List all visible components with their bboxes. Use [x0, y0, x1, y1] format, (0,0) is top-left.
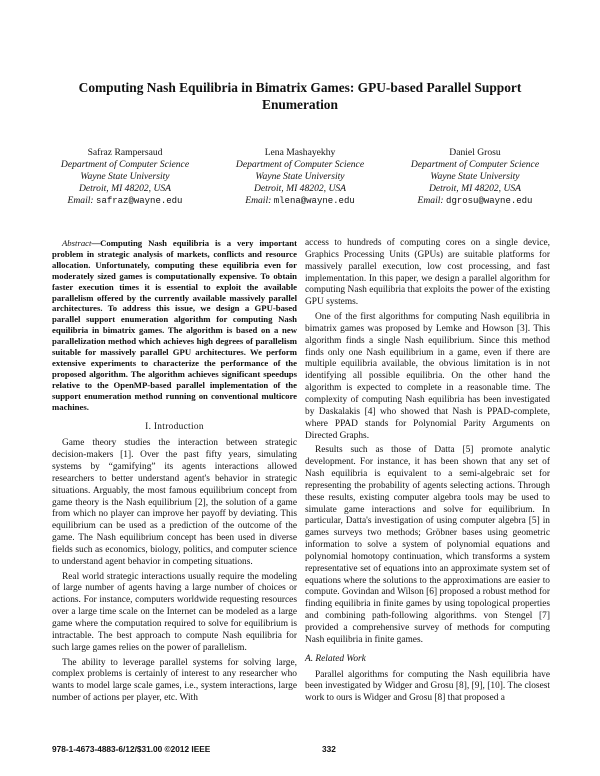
author-email-line	[215, 195, 385, 208]
page-number: 332	[322, 744, 336, 754]
author-city: Detroit, MI 48202, USA	[78, 182, 172, 194]
author-department: Department of Computer Science	[410, 158, 540, 170]
author-block	[40, 147, 560, 206]
author-university: Wayne State University	[255, 170, 345, 182]
related-work-paragraph-1: Parallel algorithms for computing the Nash equilibria have been investigated by Widger and Grosu [8], [9], [10]. The closest work to ours is Widger and Grosu [8] that proposed a	[305, 669, 550, 704]
email-label: Email:	[245, 194, 272, 206]
author-name: Safraz Rampersaud	[87, 147, 163, 158]
author-email-line	[40, 195, 210, 208]
section-heading-introduction: I. Introduction	[145, 421, 204, 432]
paper-title: Computing Nash Equilibria in Bimatrix Games: GPU-based Parallel Support Enumeration	[78, 80, 522, 112]
author-university: Wayne State University	[80, 170, 170, 182]
author-email-line	[390, 195, 560, 208]
email-label: Email:	[67, 194, 94, 206]
email-label: Email:	[417, 194, 444, 206]
intro-paragraph-4: One of the first algorithms for computing Nash equilibria in bimatrix games was proposed by Lemke and Howson [3]. This algorithm finds a single Nash equilibrium. Since this method finds only one Nash equilibrium in a game, even if there are multiple equilibria available, the obvious limitation is in not identifying all possible equilibria. On the other hand the algorithm is expected to complete in a reasonable time. The complexity of computing Nash equilibria has been investigated by Daskalakis [4] who showed that Nash is PPAD-complete, where PPAD stands for Polynomial Parity Arguments on Directed Graphs.	[305, 312, 550, 441]
intro-paragraph-continued: access to hundreds of computing cores on a single device, Graphics Processing Units (GPUs) are suitable platforms for massively parallel execution, low cost processing, and fast implementation. In this paper, we design a parallel algorithm for computing Nash equilibria that exploits the power of the existing GPU systems.	[305, 238, 550, 308]
author-city: Detroit, MI 48202, USA	[428, 182, 522, 194]
abstract-label: Abstract	[62, 238, 92, 248]
author-university: Wayne State University	[430, 170, 520, 182]
abstract	[52, 238, 297, 413]
intro-paragraph-2: Real world strategic interactions usually require the modeling of large number of agents having a large number of choices or actions. For instance, computers worldwide requesting resources over a large time scale on the Internet can be modeled as a large game where the computation required to solve for equilibrium is intractable. The best approach to compute Nash equilibria for such large games relies on the power of parallelism.	[52, 571, 297, 653]
intro-paragraph-3: The ability to leverage parallel systems for solving large, complex problems is certainly of interest to any researcher who wants to model large scale games, i.e., system interactions, large number of actions per player, etc. With	[52, 657, 297, 704]
author-city: Detroit, MI 48202, USA	[253, 182, 347, 194]
intro-paragraph-1: Game theory studies the interaction between strategic decision-makers [1]. Over the past fifty years, simulating systems by “gamifying” its agents interactions allowed researchers to better understand agent's behavior in strategic situations. Arguably, the most famous equilibrium concept from game theory is the Nash equilibrium [2], the solution of a game from which no player can improve her payoff by deviating. This equilibrium can be used as a prediction of the outcome of the game. The Nash equilibrium concept has been used in diverse fields such as economics, biology, politics, and computer science to understand agent behavior in competing situations.	[52, 438, 297, 567]
author-department: Department of Computer Science	[235, 158, 365, 170]
author-2	[215, 147, 385, 208]
author-1	[40, 147, 210, 208]
footer-isbn: 978-1-4673-4883-6/12/$31.00 ©2012 IEEE	[52, 744, 211, 754]
author-name: Lena Mashayekhy	[264, 147, 336, 158]
author-email: safraz@wayne.edu	[96, 195, 183, 206]
author-3	[390, 147, 560, 208]
author-email: dgrosu@wayne.edu	[446, 195, 533, 206]
subsection-heading-related-work: A. Related Work	[305, 653, 366, 664]
author-department: Department of Computer Science	[60, 158, 190, 170]
right-column	[305, 238, 550, 708]
author-name: Daniel Grosu	[449, 147, 501, 158]
intro-paragraph-5: Results such as those of Datta [5] promote analytic development. For instance, it has been shown that any set of Nash equilibria is equivalent to a semi-algebraic set for representing the probability of agents selecting actions. Through these results, existing computer algebra tools may be used to simulate game interactions and solve for equilibrium. In particular, Datta's investigation of using computer algebra [5] in games surveys two methods; Gröbner bases using geometric information to solve a system of polynomial equations and polynomial homotopy continuation, which transforms a system representative set of equations into an approximate system set of equations where the solutions to the approximations are easier to compute. Govindan and Wilson [6] proposed a robust method for finding equilibria in finite games by using topological properties and combining path-following algorithms. von Stengel [7] provided a comprehensive survey of methods for computing Nash equilibria in finite games.	[305, 445, 550, 645]
left-column	[52, 238, 297, 708]
author-email: mlena@wayne.edu	[273, 195, 355, 206]
abstract-text: —Computing Nash equilibria is a very important problem in strategic analysis of markets, conflicts and resource allocation. Unfortunately, computing these equilibria even for moderately sized games is computationally expensive. To obtain faster execution times it is essential to exploit the available parallelism offered by the currently available massively parallel architectures. To address this issue, we design a GPU-based parallel support enumeration algorithm for computing Nash equilibria in bimatrix games. The algorithm is based on a new parallelization method which achieves high degrees of parallelism suitable for massively parallel GPU architectures. We perform extensive experiments to characterize the performance of the proposed algorithm. The algorithm achieves significant speedups relative to the OpenMP-based parallel implementation of the support enumeration method running on conventional multicore machines.	[52, 238, 297, 412]
